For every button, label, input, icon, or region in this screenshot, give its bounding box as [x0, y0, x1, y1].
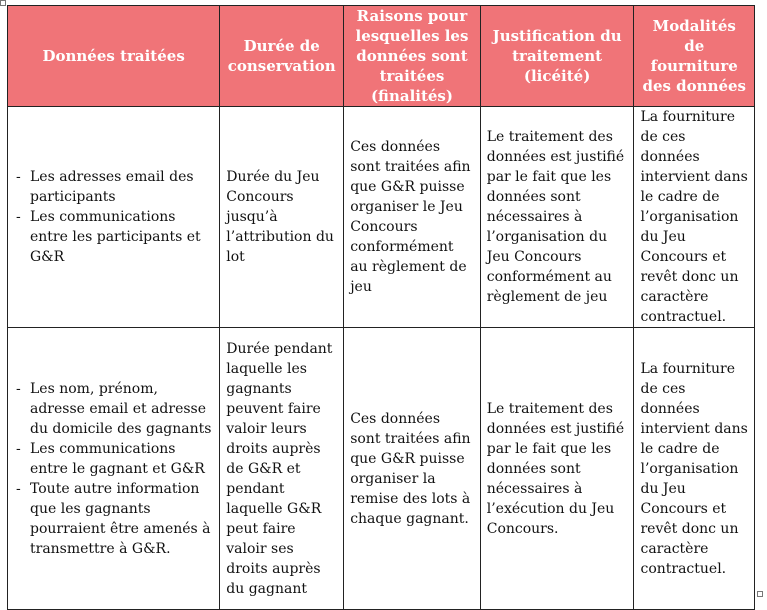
list-item: - Les communications entre le gagnant et G&R: [16, 439, 213, 479]
donnees-list: [16, 379, 213, 559]
header-duree-conservation: Durée de conservation: [220, 6, 344, 107]
data-processing-table: [7, 5, 755, 610]
list-item: - Toute autre information que les gagnants pourraient être amenés à transmettre à G&R.: [16, 479, 213, 559]
header-donnees-traitees: Données traitées: [8, 6, 220, 107]
cell-finalites: Ces données sont traitées afin que G&R puisse organiser le Jeu Concours conformément au règlement de jeu: [344, 107, 481, 328]
header-liceite: Justification du traitement (licéité): [480, 6, 634, 107]
table-row: [8, 107, 755, 328]
list-item: - Les communications entre les participants et G&R: [16, 207, 213, 267]
table-resize-handle[interactable]: [757, 591, 763, 597]
list-item: - Les adresses email des participants: [16, 167, 213, 207]
header-row: [8, 6, 755, 107]
cell-finalites: Ces données sont traitées afin que G&R puisse organiser la remise des lots à chaque gagnant.: [344, 328, 481, 610]
cell-duree: Durée du Jeu Concours jusqu’à l’attribution du lot: [220, 107, 344, 328]
table-row: [8, 328, 755, 610]
header-modalites: Modalités de fourniture des données: [634, 6, 755, 107]
table-move-handle[interactable]: [0, 0, 6, 6]
list-item: - Les nom, prénom, adresse email et adresse du domicile des gagnants: [16, 379, 213, 439]
cell-liceite: Le traitement des données est justifié par le fait que les données sont nécessaires à l’organisation du Jeu Concours conformément au règlement de jeu: [480, 107, 634, 328]
cell-donnees: [8, 107, 220, 328]
cell-liceite: Le traitement des données est justifié par le fait que les données sont nécessaires à l’exécution du Jeu Concours.: [480, 328, 634, 610]
header-finalites: Raisons pour lesquelles les données sont traitées (finalités): [344, 6, 481, 107]
cell-modalites: La fourniture de ces données intervient dans le cadre de l’organisation du Jeu Concours et revêt donc un caractère contractuel.: [634, 107, 755, 328]
donnees-list: [16, 167, 213, 267]
cell-donnees: [8, 328, 220, 610]
cell-modalites: La fourniture de ces données intervient dans le cadre de l’organisation du Jeu Concours et revêt donc un caractère contractuel.: [634, 328, 755, 610]
cell-duree: Durée pendant laquelle les gagnants peuvent faire valoir leurs droits auprès de G&R et pendant laquelle G&R peut faire valoir ses droits auprès du gagnant: [220, 328, 344, 610]
